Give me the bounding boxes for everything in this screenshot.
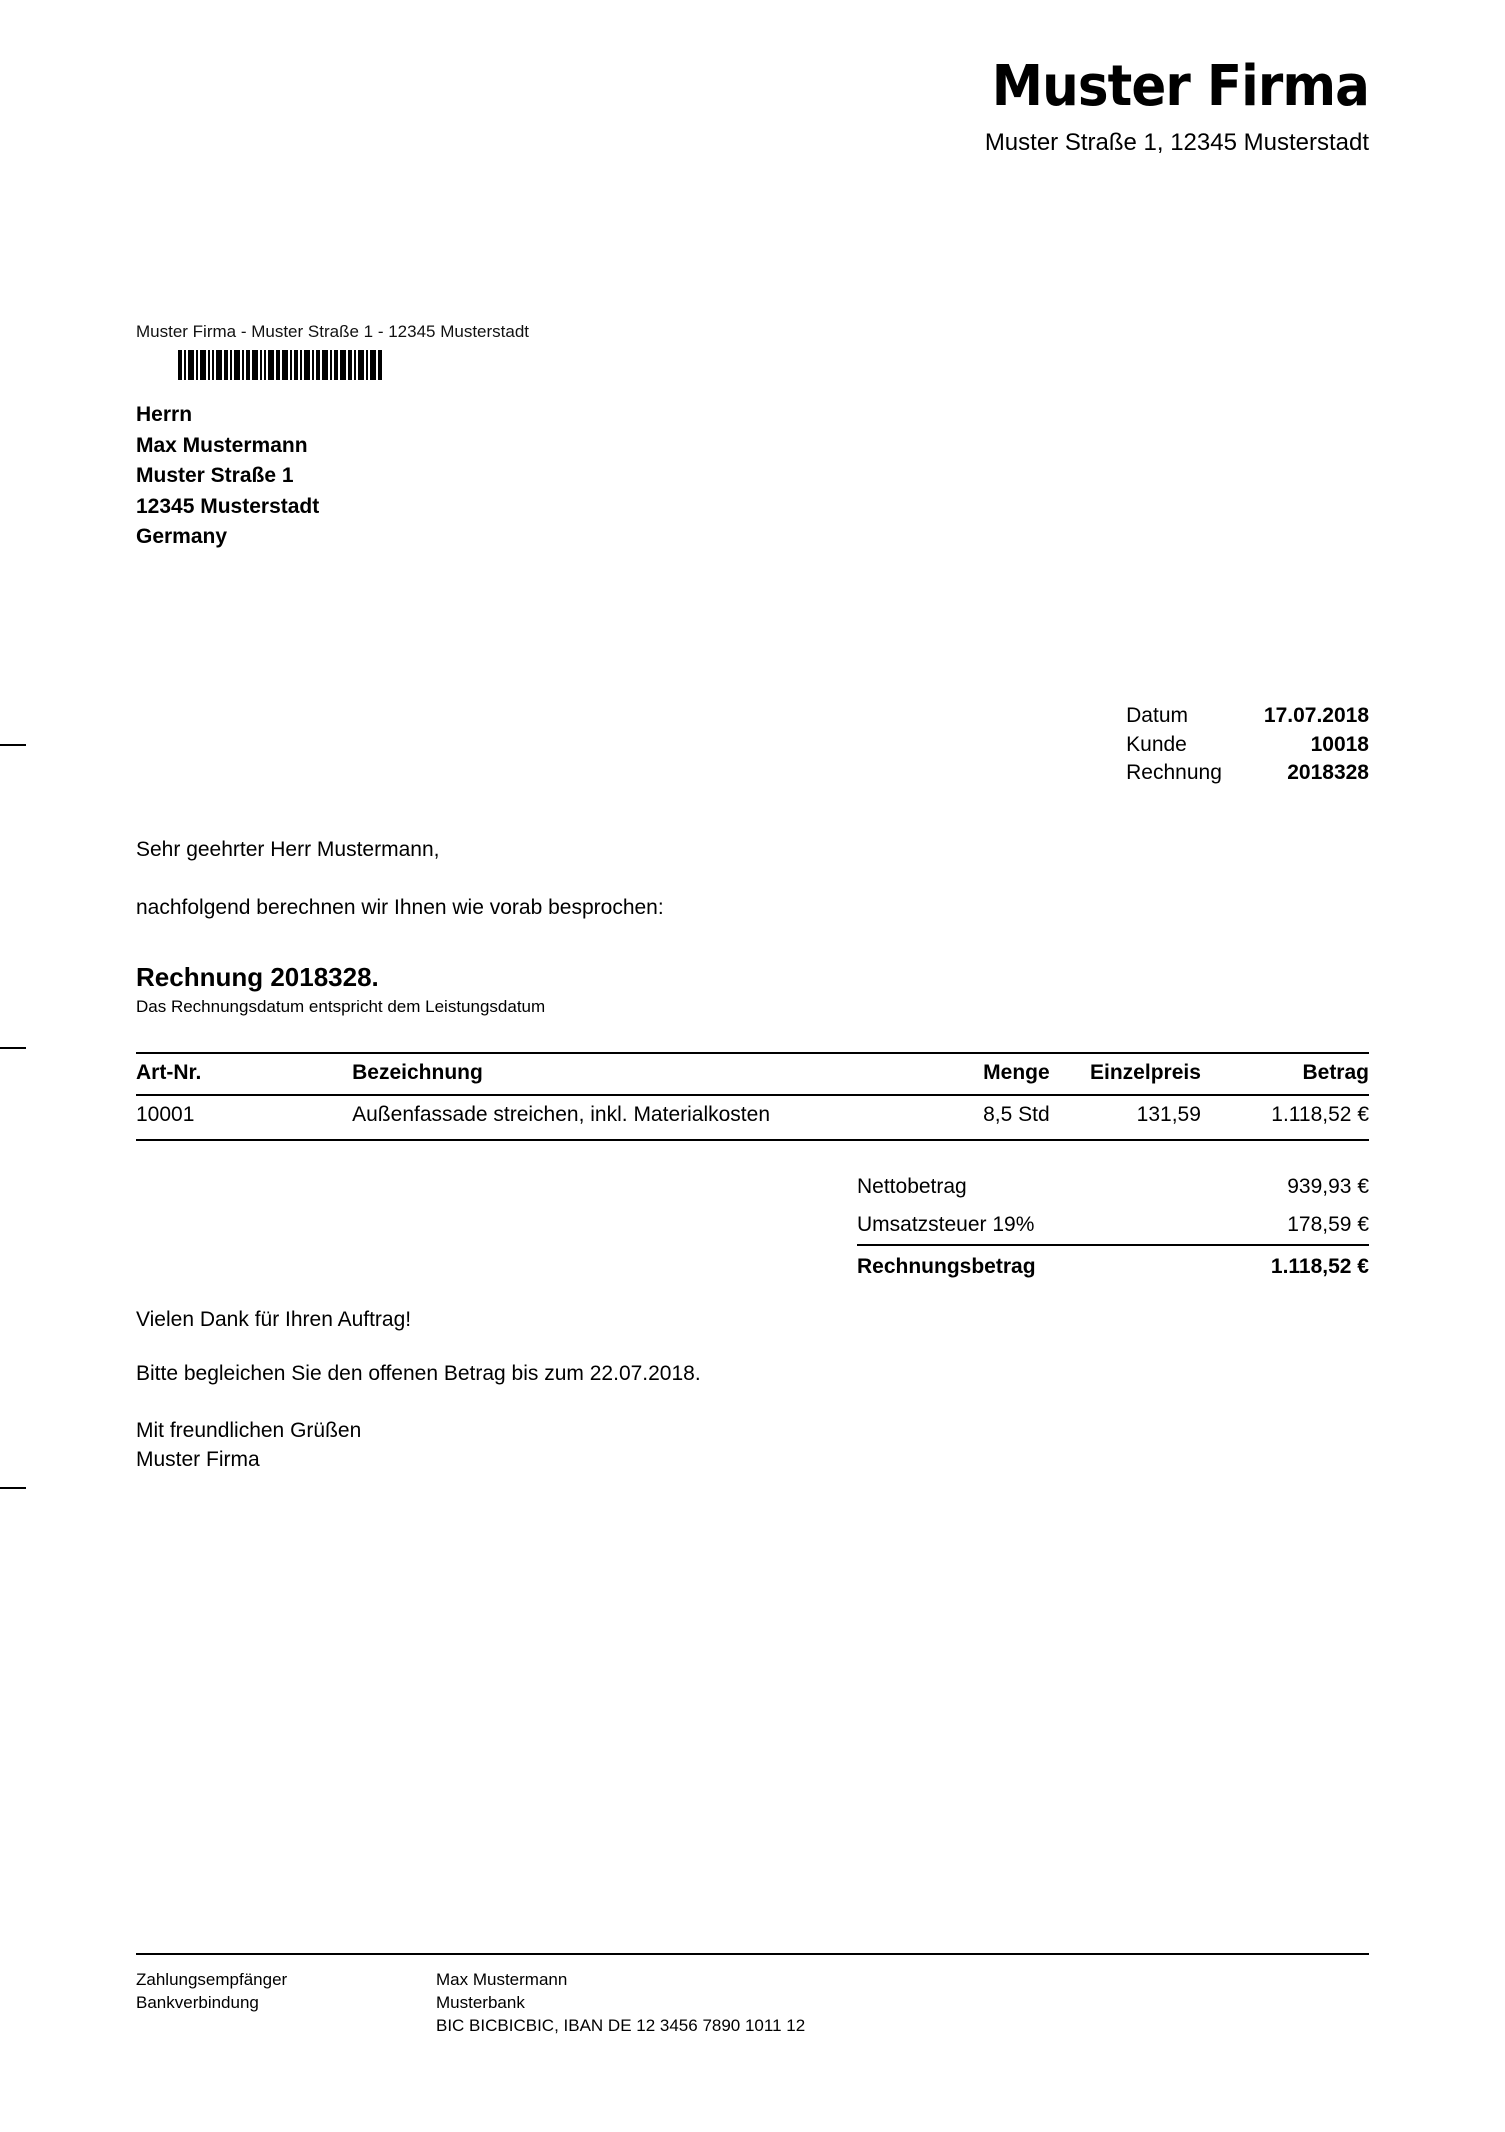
- cell-amount: 1.118,52 €: [1215, 1095, 1369, 1140]
- cell-description: Außenfassade streichen, inkl. Materialkosten: [352, 1095, 935, 1140]
- column-header-quantity: Menge: [935, 1053, 1064, 1095]
- meta-label-date: Datum: [1126, 704, 1188, 727]
- footer-divider: [136, 1953, 1369, 1955]
- barcode: [178, 350, 382, 380]
- signature-block: [136, 1416, 361, 1474]
- recipient-address-block: [136, 400, 319, 553]
- recipient-line-2: Max Mustermann: [136, 433, 308, 457]
- column-header-unit-price: Einzelpreis: [1064, 1053, 1215, 1095]
- footer-label-payee: Zahlungsempfänger: [136, 1970, 288, 1989]
- invoice-meta: [1126, 702, 1369, 788]
- cell-art-nr: 10001: [136, 1095, 352, 1140]
- meta-label-invoice: Rechnung: [1126, 761, 1222, 784]
- column-header-amount: Betrag: [1215, 1053, 1369, 1095]
- recipient-line-1: Herrn: [136, 403, 193, 426]
- meta-value-date: 17.07.2018: [1263, 704, 1369, 727]
- column-header-description: Bezeichnung: [352, 1053, 935, 1095]
- sender-return-address: Muster Firma - Muster Straße 1 - 12345 Musterstadt: [136, 322, 530, 341]
- totals-table: [857, 1168, 1369, 1286]
- footer: [136, 1968, 1369, 2037]
- footer-value-bank: Musterbank: [436, 1993, 525, 2012]
- totals-label-tax: Umsatzsteuer 19%: [857, 1213, 1035, 1236]
- meta-value-invoice: 2018328: [1287, 761, 1369, 784]
- document-title: Rechnung 2018328.: [136, 962, 379, 992]
- totals-row-sum: [857, 1245, 1369, 1286]
- recipient-line-3: Muster Straße 1: [136, 464, 294, 487]
- totals-value-net: 939,93 €: [1287, 1175, 1369, 1198]
- meta-row-customer: [1126, 731, 1369, 760]
- table-row: [136, 1095, 1369, 1140]
- salutation: Sehr geehrter Herr Mustermann,: [136, 838, 440, 861]
- recipient-line-4: 12345 Musterstadt: [136, 494, 320, 518]
- totals-row-net: [857, 1168, 1369, 1206]
- company-logo: Muster Firma: [991, 54, 1369, 119]
- totals-value-tax: 178,59 €: [1287, 1213, 1369, 1236]
- fold-mark-top: [0, 744, 26, 746]
- footer-value-payee: Max Mustermann: [436, 1970, 568, 1989]
- totals-label-sum: Rechnungsbetrag: [857, 1245, 1187, 1286]
- cell-unit-price: 131,59: [1064, 1095, 1215, 1140]
- barcode-bar: [378, 350, 382, 380]
- totals-row-tax: [857, 1206, 1369, 1245]
- regards-text: Mit freundlichen Grüßen: [136, 1419, 362, 1442]
- thanks-text: Vielen Dank für Ihren Auftrag!: [136, 1308, 412, 1331]
- column-header-art-nr: Art-Nr.: [136, 1053, 352, 1095]
- intro-text: nachfolgend berechnen wir Ihnen wie vorab besprochen:: [136, 896, 664, 919]
- recipient-line-5: Germany: [136, 525, 228, 548]
- letterhead: [959, 54, 1369, 157]
- fold-mark-middle: [0, 1047, 26, 1049]
- company-address: Muster Straße 1, 12345 Musterstadt: [984, 128, 1369, 156]
- footer-label-bank: Bankverbindung: [136, 1993, 259, 2012]
- document-subtitle: Das Rechnungsdatum entspricht dem Leistungsdatum: [136, 997, 546, 1016]
- meta-row-invoice: [1126, 759, 1369, 788]
- payment-due-text: Bitte begleichen Sie den offenen Betrag bis zum 22.07.2018.: [136, 1362, 701, 1385]
- signature-name: Muster Firma: [136, 1448, 260, 1471]
- fold-mark-bottom: [0, 1487, 26, 1489]
- meta-row-date: [1126, 702, 1369, 731]
- meta-label-customer: Kunde: [1126, 732, 1187, 756]
- line-items-table: [136, 1052, 1369, 1141]
- footer-value-bank-details: BIC BICBICBIC, IBAN DE 12 3456 7890 1011 12: [436, 2016, 806, 2035]
- cell-quantity: 8,5 Std: [935, 1095, 1064, 1140]
- meta-value-customer: 10018: [1310, 732, 1369, 756]
- totals-value-sum: 1.118,52 €: [1187, 1245, 1369, 1286]
- totals-label-net: Nettobetrag: [857, 1175, 967, 1198]
- line-items-header-row: [136, 1053, 1369, 1095]
